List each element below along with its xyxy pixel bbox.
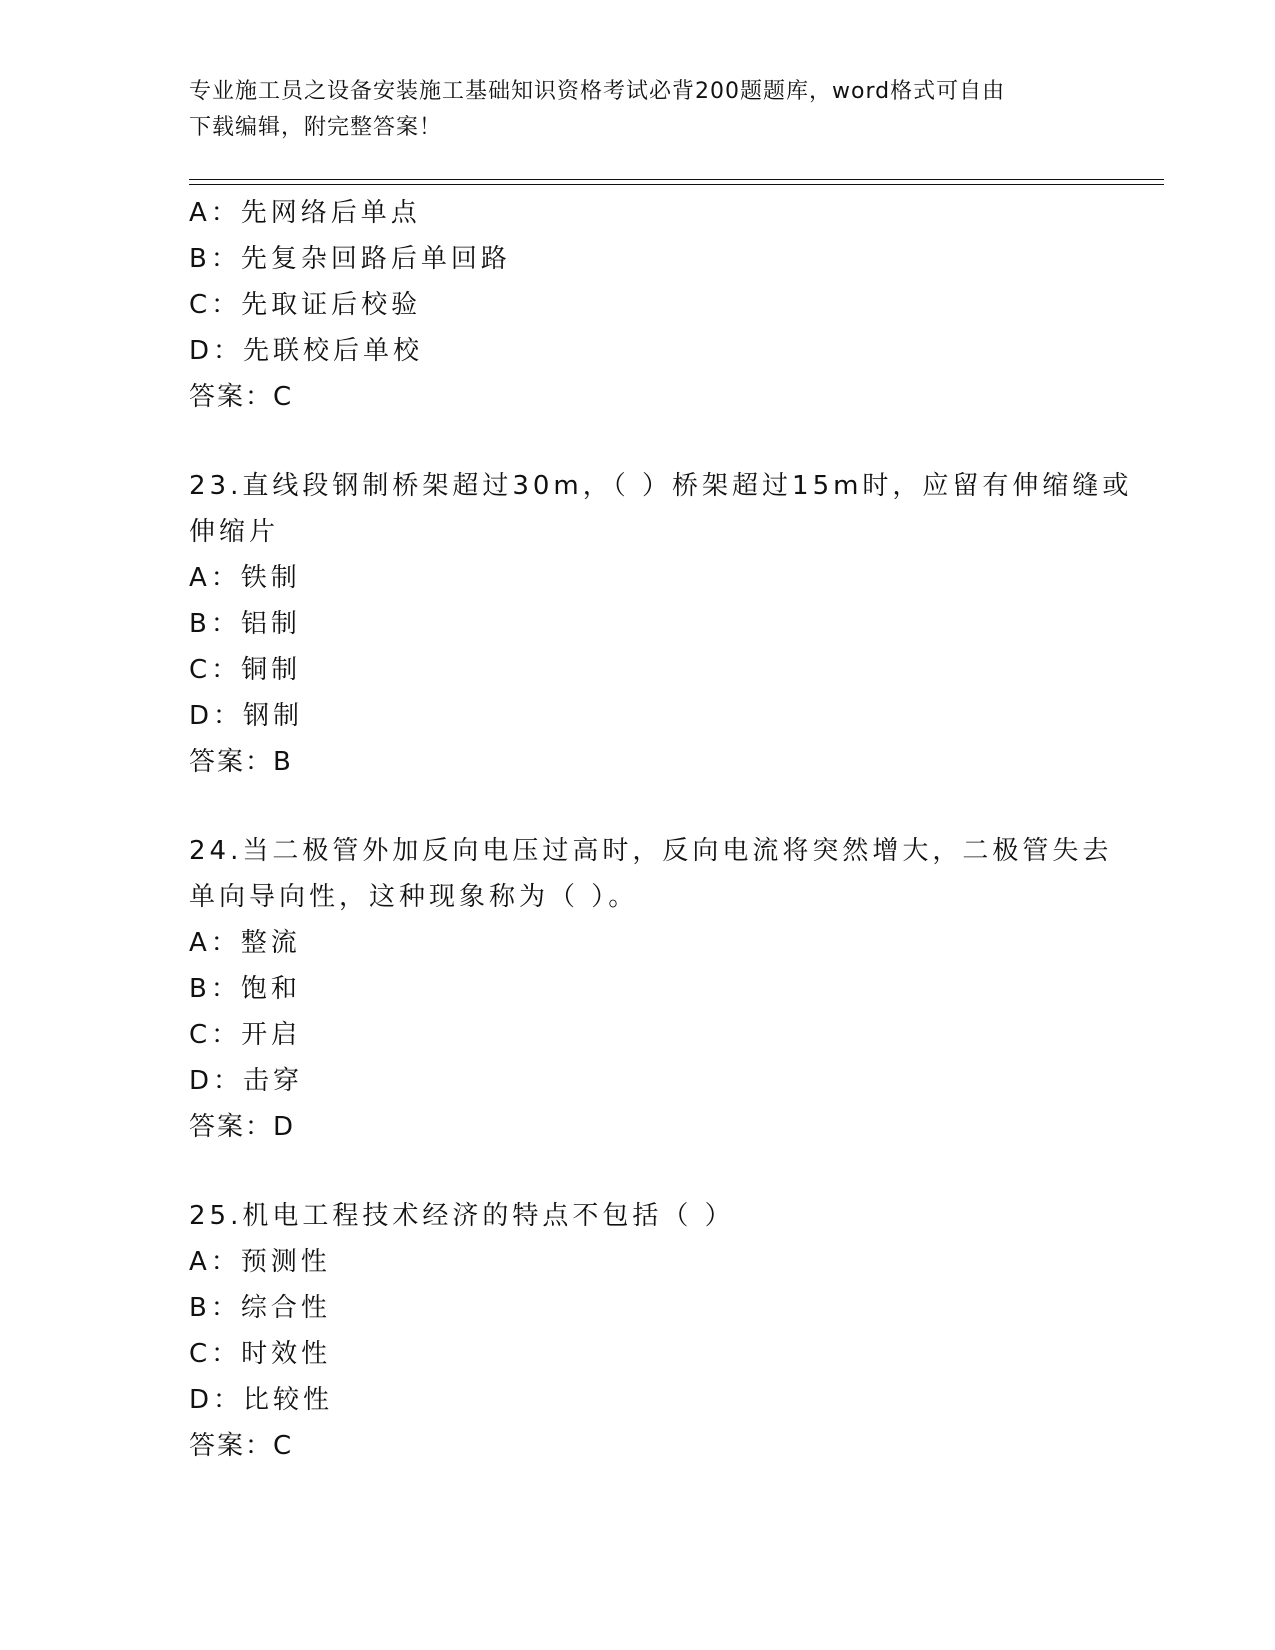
option-d <box>189 328 1149 374</box>
option-text: 时效性 <box>241 1339 332 1369</box>
option-b <box>189 1285 1149 1331</box>
option-key: D： <box>189 336 244 366</box>
option-key: B： <box>189 609 241 639</box>
answer-line: 答案：C <box>189 1431 294 1461</box>
question-text-line-1: 23.直线段钢制桥架超过30m，（ ）桥架超过15m时，应留有伸缩缝或 <box>189 471 1133 501</box>
option-c <box>189 282 1149 328</box>
option-b <box>189 601 1149 647</box>
option-text: 铁制 <box>240 563 301 593</box>
question-text-line-2: 伸缩片 <box>189 517 280 547</box>
option-c <box>189 647 1149 693</box>
option-d <box>189 1058 1149 1104</box>
option-key: A： <box>189 1247 241 1277</box>
option-d <box>189 1377 1149 1423</box>
option-text: 整流 <box>240 928 301 958</box>
spacer <box>189 420 1149 463</box>
option-key: A： <box>189 198 241 228</box>
option-text: 铜制 <box>241 655 302 685</box>
question-text-line-2: 单向导向性，这种现象称为（ ）。 <box>189 882 639 912</box>
option-text: 先取证后校验 <box>241 290 422 320</box>
option-a <box>189 920 1149 966</box>
option-a <box>189 190 1149 236</box>
header-line-2: 下载编辑，附完整答案！ <box>189 115 443 140</box>
question-24 <box>189 828 1149 1150</box>
option-key: D： <box>189 701 244 731</box>
option-text: 击穿 <box>243 1066 304 1096</box>
spacer <box>189 1150 1149 1193</box>
option-text: 先网络后单点 <box>240 198 421 228</box>
option-c <box>189 1012 1149 1058</box>
option-key: D： <box>189 1385 244 1415</box>
option-text: 先复杂回路后单回路 <box>240 244 511 274</box>
option-key: A： <box>189 563 241 593</box>
option-text: 预测性 <box>240 1247 331 1277</box>
option-b <box>189 236 1149 282</box>
question-22-tail <box>189 190 1149 420</box>
option-key: B： <box>189 1293 241 1323</box>
option-c <box>189 1331 1149 1377</box>
header-divider-top <box>189 179 1164 180</box>
option-key: C： <box>189 655 242 685</box>
answer-line: 答案：D <box>189 1112 296 1142</box>
question-25 <box>189 1193 1149 1469</box>
question-list <box>189 190 1149 1469</box>
option-text: 比较性 <box>243 1385 334 1415</box>
option-key: B： <box>189 244 241 274</box>
option-text: 先联校后单校 <box>243 336 424 366</box>
header-line-1: 专业施工员之设备安装施工基础知识资格考试必背200题题库，word格式可自由 <box>189 79 1006 104</box>
option-a <box>189 1239 1149 1285</box>
option-key: C： <box>189 290 242 320</box>
option-text: 综合性 <box>240 1293 331 1323</box>
document-header <box>189 74 1089 146</box>
question-text-line-1: 25.机电工程技术经济的特点不包括（ ） <box>189 1201 735 1231</box>
question-text-line-1: 24.当二极管外加反向电压过高时，反向电流将突然增大，二极管失去 <box>189 836 1113 866</box>
header-divider-bottom <box>189 184 1164 185</box>
answer-line: 答案：B <box>189 747 293 777</box>
option-text: 钢制 <box>243 701 304 731</box>
option-key: C： <box>189 1020 242 1050</box>
option-text: 开启 <box>241 1020 302 1050</box>
option-key: C： <box>189 1339 242 1369</box>
option-text: 铝制 <box>240 609 301 639</box>
option-d <box>189 693 1149 739</box>
option-key: B： <box>189 974 241 1004</box>
option-a <box>189 555 1149 601</box>
option-text: 饱和 <box>240 974 301 1004</box>
spacer <box>189 785 1149 828</box>
option-b <box>189 966 1149 1012</box>
answer-line: 答案：C <box>189 382 294 412</box>
question-23 <box>189 463 1149 785</box>
option-key: D： <box>189 1066 244 1096</box>
option-key: A： <box>189 928 241 958</box>
